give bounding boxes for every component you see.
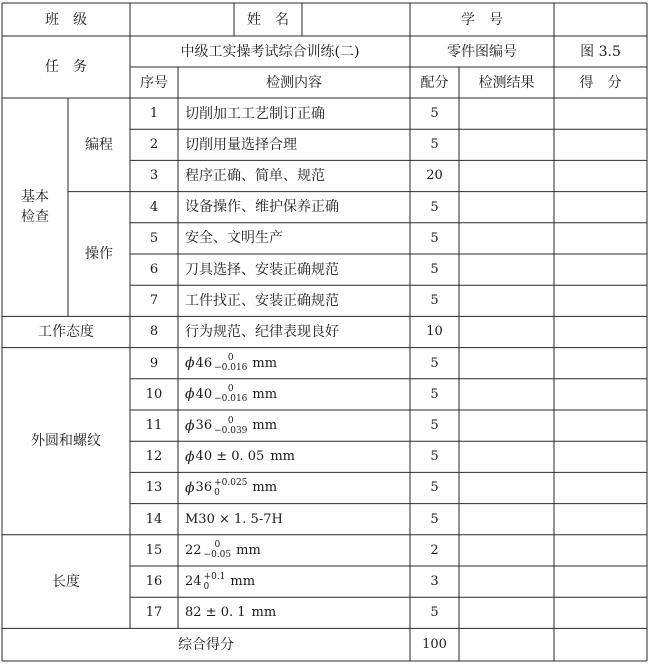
row-content [178,160,410,191]
tolerance [204,572,226,592]
tolerance [204,540,232,560]
row-result-field[interactable] [459,129,554,160]
row-score: 5 [430,137,439,153]
row-seq: 3 [149,168,159,184]
row-content [178,316,410,347]
row-seq: 5 [149,230,159,246]
group-programming: 编程 [85,136,113,153]
dimension-unit: mm [252,418,278,434]
row-earned-field[interactable] [554,160,647,191]
group-operation: 操作 [85,245,113,262]
row-earned-field[interactable] [554,410,647,441]
total-earned-field[interactable] [554,628,647,661]
column-header-earned: 得 分 [579,74,622,91]
name-label: 姓 名 [247,11,289,28]
dimension-value: M30 × 1. 5-7H [185,511,283,527]
row-seq: 6 [149,262,159,278]
row-score: 5 [430,230,439,246]
row-result-field[interactable] [459,160,554,191]
row-score: 5 [430,386,439,402]
row-content [178,285,410,316]
tolerance-lower: −0.016 [214,394,248,405]
tolerance-upper: 0 [227,384,234,395]
row-result-field[interactable] [459,316,554,347]
row-content-text: 行为规范、纪律表现良好 [185,323,339,340]
row-content-text: 设备操作、维护保养正确 [185,199,339,216]
row-seq: 17 [145,605,163,621]
group-length: 长度 [52,573,80,590]
row-content [178,566,410,597]
row-content-text: 切削加工工艺制订正确 [185,105,325,122]
row-result-field[interactable] [459,472,554,503]
row-score: 5 [430,199,439,215]
group-basic-check-stack [21,187,49,227]
tolerance-lower: −0.05 [203,550,232,561]
dimension-value: 24 [185,574,202,590]
row-score: 5 [430,293,439,309]
row-seq: 4 [149,199,159,215]
dimension-value: 40 ± 0. 05 [195,449,265,465]
row-result-field[interactable] [459,410,554,441]
column-header-content: 检测内容 [266,74,322,91]
row-content-text: 刀具选择、安装正确规范 [185,261,339,278]
task-label: 任 务 [45,59,87,75]
row-content [178,410,410,441]
row-earned-field[interactable] [554,535,647,566]
class-value-field[interactable] [130,3,234,36]
row-earned-field[interactable] [554,379,647,410]
row-seq: 7 [149,293,159,309]
row-seq: 15 [145,542,163,558]
row-score: 5 [430,605,439,621]
total-score: 100 [422,637,447,653]
student-id-label: 学 号 [461,11,503,28]
row-seq: 11 [145,418,163,434]
dimension-unit: mm [230,574,256,590]
row-result-field[interactable] [459,597,554,628]
row-seq: 9 [149,355,159,371]
row-result-field[interactable] [459,192,554,223]
tolerance-lower: 0 [203,581,210,592]
tolerance [214,353,247,373]
row-earned-field[interactable] [554,223,647,254]
row-content [178,223,410,254]
row-content [178,98,410,129]
row-earned-field[interactable] [554,129,647,160]
tolerance-upper: +0.1 [203,571,226,582]
row-content [178,504,410,535]
dimension-unit: mm [252,386,278,402]
tolerance-upper: 0 [227,415,234,426]
row-seq: 8 [149,324,159,340]
row-earned-field[interactable] [554,441,647,472]
diameter-symbol: ϕ [185,479,195,496]
dimension-unit: mm [270,449,295,465]
row-score: 3 [430,574,439,590]
row-seq: 13 [145,480,163,496]
tolerance-lower: −0.016 [214,363,248,374]
diameter-symbol: ϕ [185,386,195,403]
group-outer-circle-thread: 外圆和螺纹 [31,433,101,450]
drawing-number-value: 图 3.5 [580,43,621,60]
total-label: 综合得分 [178,636,234,653]
row-earned-field[interactable] [554,597,647,628]
tolerance-lower: 0 [214,487,220,498]
row-result-field[interactable] [459,379,554,410]
row-content [178,192,410,223]
column-header-result: 检测结果 [478,74,535,91]
group-basic-check [2,98,68,316]
row-seq: 10 [145,386,163,402]
group-basic-check-line1: 基本 [21,189,49,206]
diameter-symbol: ϕ [185,448,195,465]
row-content [178,441,410,472]
task-value: 中级工实操考试综合训练(二) [180,43,360,60]
row-content-text: 安全、文明生产 [185,230,283,247]
row-content-text: 切削用量选择合理 [185,136,297,153]
row-result-field[interactable] [459,348,554,379]
row-earned-field[interactable] [554,98,647,129]
row-earned-field[interactable] [554,285,647,316]
row-score: 5 [430,449,439,465]
dimension-unit: mm [252,480,278,496]
row-content [178,535,410,566]
row-content [178,348,410,379]
total-result-field[interactable] [459,628,554,661]
row-content [178,254,410,285]
row-seq: 2 [149,137,159,153]
row-content [178,379,410,410]
row-earned-field[interactable] [554,254,647,285]
dimension-value: 82 ± 0. 1 [185,605,246,621]
row-earned-field[interactable] [554,504,647,535]
row-result-field[interactable] [459,504,554,535]
dimension-unit: mm [252,355,278,371]
diameter-symbol: ϕ [185,417,195,434]
class-label: 班 级 [45,11,87,28]
row-score: 5 [430,262,439,278]
tolerance-upper: 0 [227,353,234,364]
row-content [178,129,410,160]
column-header-seq: 序号 [140,74,168,91]
dimension-value: 36 [195,418,213,434]
row-result-field[interactable] [459,223,554,254]
row-score: 5 [430,511,439,527]
tolerance-upper: 0 [214,540,221,551]
row-earned-field[interactable] [554,316,647,347]
drawing-number-label: 零件图编号 [447,43,517,60]
tolerance-lower: −0.039 [214,425,248,436]
row-seq: 12 [145,449,163,465]
row-seq: 16 [145,574,163,590]
row-content [178,597,410,628]
tolerance [214,384,247,404]
dimension-unit: mm [251,605,277,621]
row-content [178,472,410,503]
dimension-value: 46 [195,355,213,371]
dimension-value: 40 [195,386,213,402]
dimension-value: 22 [185,542,202,558]
tolerance-upper: +0.025 [214,477,248,488]
student-id-value-field[interactable] [554,3,647,36]
row-result-field[interactable] [459,441,554,472]
row-result-field[interactable] [459,285,554,316]
group-basic-check-line2: 检查 [21,209,49,226]
diameter-symbol: ϕ [185,355,195,372]
group-work-attitude: 工作态度 [38,323,94,340]
row-score: 5 [430,480,439,496]
row-score: 10 [426,324,443,340]
row-earned-field[interactable] [554,472,647,503]
row-earned-field[interactable] [554,192,647,223]
row-score: 20 [426,168,443,184]
row-result-field[interactable] [459,98,554,129]
row-content-text: 工件找正、安装正确规范 [185,292,339,309]
row-seq: 1 [149,106,159,122]
tolerance [214,416,247,436]
row-result-field[interactable] [459,254,554,285]
row-score: 5 [430,355,439,371]
row-seq: 14 [145,511,163,527]
row-score: 5 [430,418,439,434]
row-score: 2 [430,542,439,558]
tolerance [214,478,247,498]
row-score: 5 [430,106,439,122]
column-header-score: 配分 [420,74,449,91]
dimension-unit: mm [236,542,261,558]
row-content-text: 程序正确、简单、规范 [185,167,325,184]
name-value-field[interactable] [302,3,410,36]
row-earned-field[interactable] [554,566,647,597]
row-result-field[interactable] [459,535,554,566]
row-earned-field[interactable] [554,348,647,379]
dimension-value: 36 [195,480,213,496]
row-result-field[interactable] [459,566,554,597]
